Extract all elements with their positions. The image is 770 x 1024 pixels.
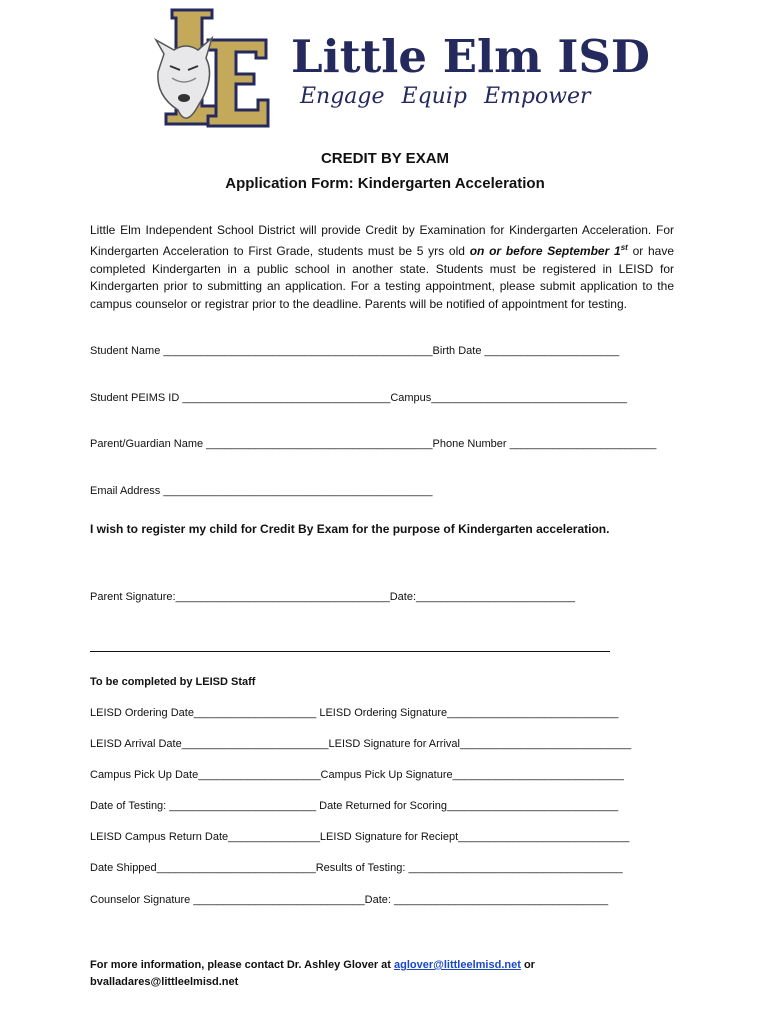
- parent-guardian-phone-field[interactable]: Parent/Guardian Name _____________________________________Phone Number ________________________: [90, 438, 657, 450]
- intro-text-2: or have completed Kindergarten in a public school in another state. Students must be registered in LEISD for Kindergarten prior to submitting an application. For a testing appointment, please submit application to the campus counselor or registrar prior to the deadline. Parents will be notified of appointment for testing.: [90, 244, 675, 311]
- staff-shipped-field[interactable]: Date Shipped__________________________Results of Testing: ___________________________________: [90, 862, 623, 874]
- parent-signature-field[interactable]: Parent Signature:___________________________________Date:__________________________: [90, 591, 576, 603]
- footer-text: For more information, please contact Dr. Ashley Glover at: [90, 959, 391, 971]
- email-valladares: bvalladares@littleelmisd.net: [90, 976, 239, 988]
- staff-ordering-field[interactable]: LEISD Ordering Date____________________ LEISD Ordering Signature____________________________: [90, 707, 619, 719]
- district-name: Little Elm ISD: [291, 30, 650, 83]
- footer-or: or: [523, 959, 535, 971]
- staff-arrival-field[interactable]: LEISD Arrival Date________________________LEISD Signature for Arrival____________________________: [90, 738, 632, 750]
- district-tagline: Engage Equip Empower: [300, 84, 591, 109]
- email-link-glover[interactable]: aglover@littleelmisd.net: [394, 959, 521, 971]
- staff-pickup-field[interactable]: Campus Pick Up Date____________________Campus Pick Up Signature____________________________: [90, 769, 624, 781]
- registration-statement: I wish to register my child for Credit By Exam for the purpose of Kindergarten acceleration.: [90, 522, 610, 536]
- staff-counselor-field[interactable]: Counselor Signature ____________________________Date: ___________________________________: [90, 894, 609, 906]
- form-subtitle: Application Form: Kindergarten Acceleration: [225, 175, 545, 192]
- staff-section-heading: To be completed by LEISD Staff: [90, 676, 256, 688]
- intro-emphasis: on or before September 1st: [469, 243, 628, 259]
- student-peims-campus-field[interactable]: Student PEIMS ID __________________________________Campus________________________________: [90, 392, 628, 404]
- staff-testing-field[interactable]: Date of Testing: ________________________ Date Returned for Scoring____________________________: [90, 800, 619, 812]
- contact-footer: [90, 957, 690, 991]
- form-title: CREDIT BY EXAM: [320, 150, 450, 167]
- divider-line: [90, 651, 610, 652]
- email-address-field[interactable]: Email Address ____________________________________________: [90, 485, 433, 497]
- student-name-birth-date-field[interactable]: Student Name ____________________________________________Birth Date ______________________: [90, 345, 620, 357]
- intro-paragraph: [90, 222, 674, 313]
- intro-text-1: Little Elm Independent School District will provide Credit by Examination for Kindergarten Acceleration. For Kindergarten Acceleration to First Grade, students must be 5 yrs old: [90, 223, 674, 259]
- le-monogram-logo: [150, 6, 290, 131]
- staff-return-field[interactable]: LEISD Campus Return Date_______________LEISD Signature for Reciept____________________________: [90, 831, 630, 843]
